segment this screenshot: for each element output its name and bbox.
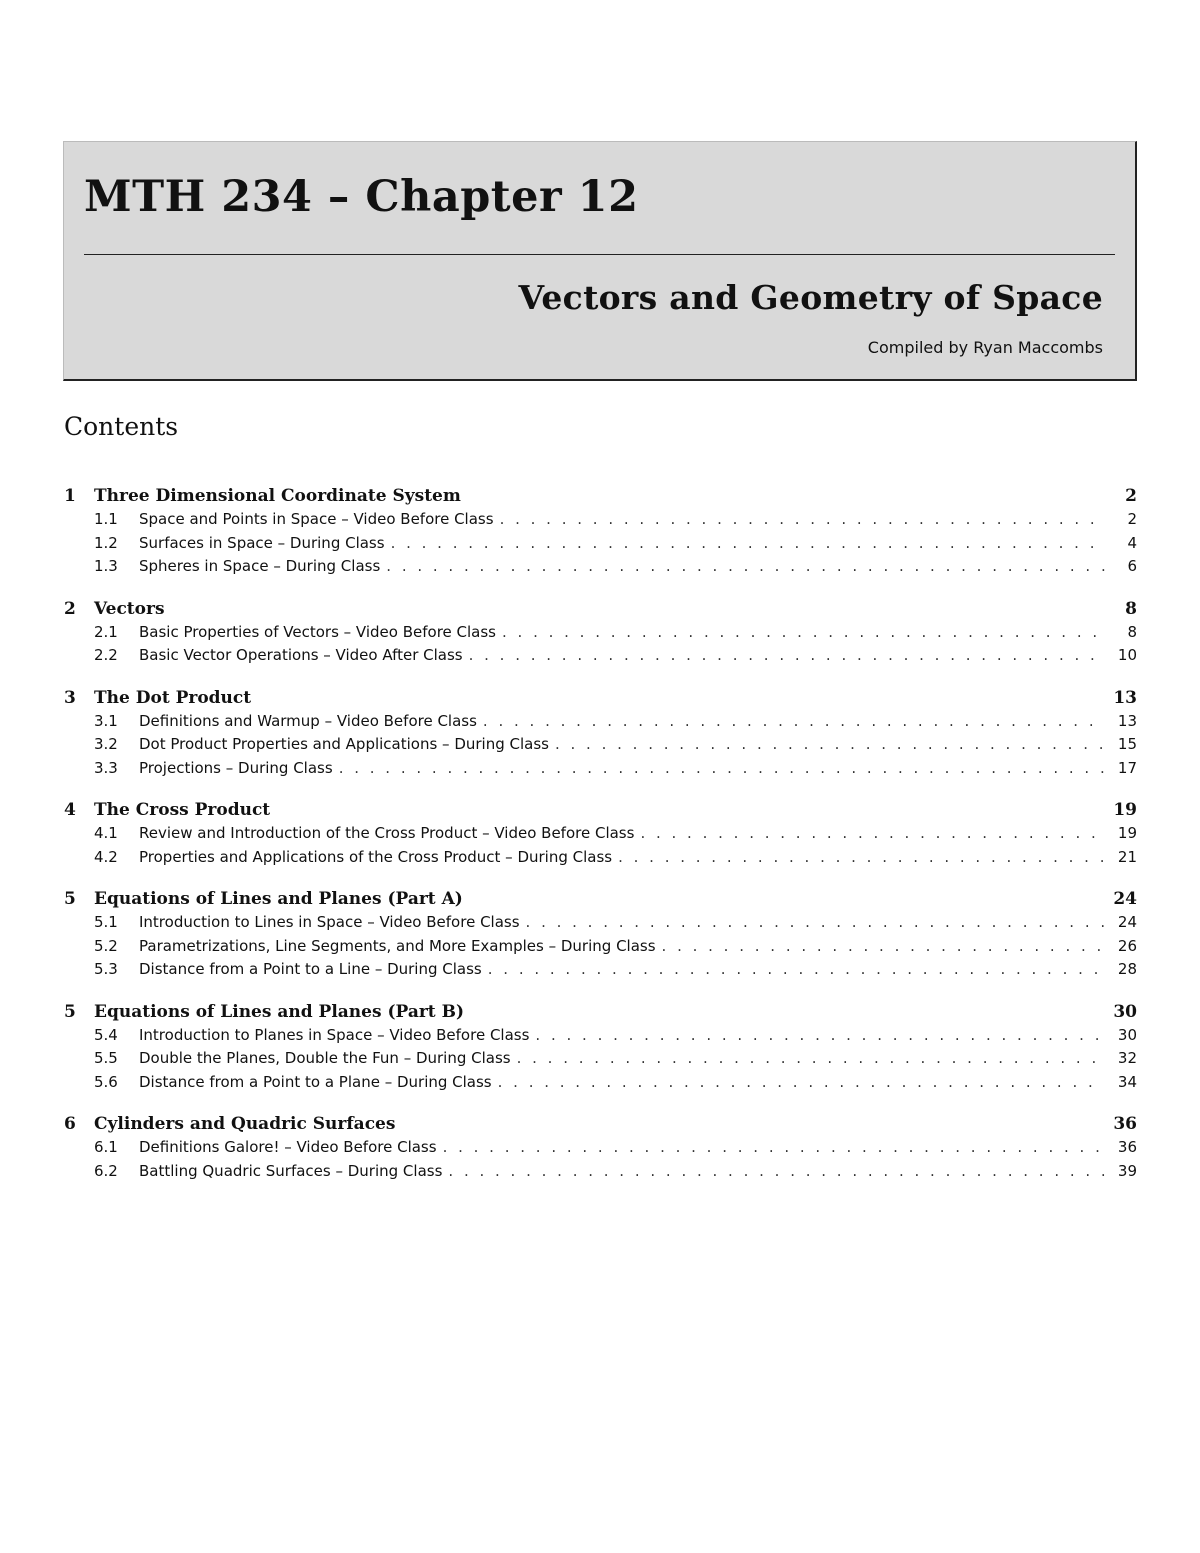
table-of-contents — [64, 484, 1137, 1201]
toc-subsection-number: 4.1 — [94, 824, 118, 842]
toc-subsection-page: 4 — [1127, 533, 1137, 552]
dot-leader — [500, 508, 1105, 532]
toc-subsection-page: 39 — [1117, 1161, 1137, 1180]
toc-section-title: Cylinders and Quadric Surfaces — [94, 1114, 396, 1134]
toc-section-entry[interactable] — [64, 1000, 1137, 1024]
toc-section — [64, 798, 1137, 869]
toc-subsection-page: 19 — [1117, 824, 1137, 842]
toc-section — [64, 484, 1137, 579]
toc-subsection-entry[interactable] — [64, 1071, 1137, 1095]
toc-subsection-page: 32 — [1117, 1049, 1137, 1067]
toc-subsection-entry[interactable] — [64, 935, 1137, 959]
toc-section-number: 4 — [64, 800, 76, 820]
toc-subsection-title: Double the Planes, Double the Fun – During Class — [139, 1049, 511, 1067]
toc-subsection-page: 24 — [1117, 913, 1137, 931]
toc-section-entry[interactable] — [64, 798, 1137, 822]
toc-subsection-entry[interactable] — [64, 757, 1137, 781]
toc-subsection-title: Distance from a Point to a Line – During Class — [139, 960, 482, 978]
toc-section — [64, 1112, 1137, 1183]
toc-subsection-number: 5.2 — [94, 936, 118, 955]
toc-subsection-number: 5.1 — [94, 913, 118, 931]
dot-leader — [526, 911, 1105, 935]
toc-subsection-title: Basic Vector Operations – Video After Class — [139, 646, 463, 664]
toc-subsection-page: 10 — [1117, 646, 1137, 664]
toc-subsection-page: 17 — [1117, 758, 1137, 777]
toc-subsection-number: 4.2 — [94, 847, 118, 866]
dot-leader — [555, 733, 1105, 757]
toc-section-number: 6 — [64, 1114, 76, 1134]
toc-subsection-title: Review and Introduction of the Cross Product – Video Before Class — [139, 824, 635, 842]
toc-section-page: 2 — [1125, 486, 1137, 506]
dot-leader — [448, 1160, 1105, 1184]
dot-leader — [618, 846, 1105, 870]
toc-section-number: 1 — [64, 486, 76, 506]
dot-leader — [391, 532, 1105, 556]
toc-section-number: 5 — [64, 1001, 76, 1022]
toc-subsection-entry[interactable] — [64, 555, 1137, 579]
toc-subsection-number: 2.2 — [94, 646, 118, 664]
toc-subsection-page: 15 — [1117, 735, 1137, 753]
toc-section-title: Equations of Lines and Planes (Part A) — [94, 889, 463, 909]
toc-subsection-entry[interactable] — [64, 532, 1137, 556]
toc-subsection-page: 36 — [1117, 1138, 1137, 1156]
toc-subsection-number: 5.4 — [94, 1025, 118, 1044]
toc-section-title: Equations of Lines and Planes (Part B) — [94, 1001, 464, 1022]
toc-section-page: 19 — [1113, 800, 1137, 820]
toc-section — [64, 887, 1137, 982]
toc-subsection-title: Projections – During Class — [139, 758, 333, 777]
dot-leader — [502, 621, 1105, 645]
toc-subsection-number: 5.3 — [94, 960, 118, 978]
toc-subsection-number: 1.1 — [94, 510, 118, 528]
toc-subsection-entry[interactable] — [64, 621, 1137, 645]
toc-subsection-title: Battling Quadric Surfaces – During Class — [139, 1161, 443, 1180]
toc-section — [64, 1000, 1137, 1095]
toc-section — [64, 597, 1137, 668]
dot-leader — [483, 710, 1105, 734]
toc-section-title: Three Dimensional Coordinate System — [94, 486, 461, 506]
toc-section-page: 13 — [1113, 687, 1137, 708]
toc-section-entry[interactable] — [64, 1112, 1137, 1136]
toc-section-entry[interactable] — [64, 484, 1137, 508]
toc-subsection-title: Introduction to Lines in Space – Video Before Class — [139, 913, 520, 931]
toc-subsection-page: 2 — [1127, 510, 1137, 528]
toc-section-number: 3 — [64, 687, 76, 708]
toc-subsection-page: 13 — [1117, 711, 1137, 730]
toc-subsection-number: 2.1 — [94, 622, 118, 641]
toc-subsection-entry[interactable] — [64, 733, 1137, 757]
toc-subsection-entry[interactable] — [64, 911, 1137, 935]
toc-subsection-number: 3.3 — [94, 758, 118, 777]
dot-leader — [640, 822, 1105, 846]
toc-section-number: 2 — [64, 598, 76, 619]
dot-leader — [535, 1024, 1105, 1048]
toc-subsection-entry[interactable] — [64, 710, 1137, 734]
toc-subsection-title: Properties and Applications of the Cross Product – During Class — [139, 847, 613, 866]
toc-subsection-entry[interactable] — [64, 644, 1137, 668]
toc-subsection-number: 3.1 — [94, 711, 118, 730]
contents-heading: Contents — [64, 412, 179, 441]
toc-subsection-entry[interactable] — [64, 1160, 1137, 1184]
toc-subsection-entry[interactable] — [64, 846, 1137, 870]
dot-leader — [488, 958, 1105, 982]
toc-subsection-page: 21 — [1117, 847, 1137, 866]
toc-section-page: 36 — [1113, 1114, 1137, 1134]
toc-subsection-page: 28 — [1117, 960, 1137, 978]
toc-subsection-title: Surfaces in Space – During Class — [139, 533, 385, 552]
toc-subsection-page: 26 — [1117, 936, 1137, 955]
dot-leader — [517, 1047, 1105, 1071]
document-subtitle: Vectors and Geometry of Space — [518, 278, 1103, 317]
toc-subsection-entry[interactable] — [64, 1047, 1137, 1071]
toc-subsection-title: Basic Properties of Vectors – Video Before Class — [139, 622, 496, 641]
toc-subsection-page: 6 — [1127, 557, 1137, 575]
toc-subsection-page: 30 — [1117, 1025, 1137, 1044]
toc-subsection-entry[interactable] — [64, 1024, 1137, 1048]
toc-section-entry[interactable] — [64, 597, 1137, 621]
author-credit: Compiled by Ryan Maccombs — [867, 338, 1103, 357]
toc-subsection-title: Definitions Galore! – Video Before Class — [139, 1138, 437, 1156]
toc-section-page: 8 — [1125, 598, 1137, 619]
toc-subsection-number: 1.3 — [94, 557, 118, 575]
toc-section-page: 30 — [1113, 1001, 1137, 1022]
toc-section — [64, 686, 1137, 781]
toc-subsection-title: Definitions and Warmup – Video Before Class — [139, 711, 477, 730]
title-divider — [84, 254, 1115, 255]
document-title: MTH 234 – Chapter 12 — [84, 172, 639, 222]
toc-section-title: The Cross Product — [94, 800, 271, 820]
dot-leader — [443, 1136, 1105, 1160]
toc-section-title: The Dot Product — [94, 687, 252, 708]
toc-section-number: 5 — [64, 889, 76, 909]
dot-leader — [498, 1071, 1105, 1095]
toc-subsection-entry[interactable] — [64, 822, 1137, 846]
dot-leader — [469, 644, 1105, 668]
dot-leader — [339, 757, 1105, 781]
title-box — [63, 141, 1137, 381]
toc-subsection-number: 6.2 — [94, 1161, 118, 1180]
dot-leader — [386, 555, 1105, 579]
toc-subsection-page: 8 — [1127, 622, 1137, 641]
toc-section-page: 24 — [1113, 889, 1137, 909]
toc-subsection-page: 34 — [1117, 1072, 1137, 1091]
toc-subsection-title: Parametrizations, Line Segments, and More Examples – During Class — [139, 936, 656, 955]
toc-subsection-entry[interactable] — [64, 958, 1137, 982]
toc-subsection-number: 5.6 — [94, 1072, 118, 1091]
toc-subsection-number: 3.2 — [94, 735, 118, 753]
toc-section-entry[interactable] — [64, 887, 1137, 911]
toc-subsection-number: 6.1 — [94, 1138, 118, 1156]
toc-subsection-entry[interactable] — [64, 508, 1137, 532]
toc-section-title: Vectors — [94, 598, 165, 619]
toc-subsection-entry[interactable] — [64, 1136, 1137, 1160]
toc-section-entry[interactable] — [64, 686, 1137, 710]
dot-leader — [662, 935, 1105, 959]
toc-subsection-number: 5.5 — [94, 1049, 118, 1067]
toc-subsection-title: Space and Points in Space – Video Before Class — [139, 510, 494, 528]
toc-subsection-title: Distance from a Point to a Plane – During Class — [139, 1072, 492, 1091]
toc-subsection-number: 1.2 — [94, 533, 118, 552]
toc-subsection-title: Spheres in Space – During Class — [139, 557, 381, 575]
toc-subsection-title: Dot Product Properties and Applications – During Class — [139, 735, 549, 753]
toc-subsection-title: Introduction to Planes in Space – Video Before Class — [139, 1025, 530, 1044]
